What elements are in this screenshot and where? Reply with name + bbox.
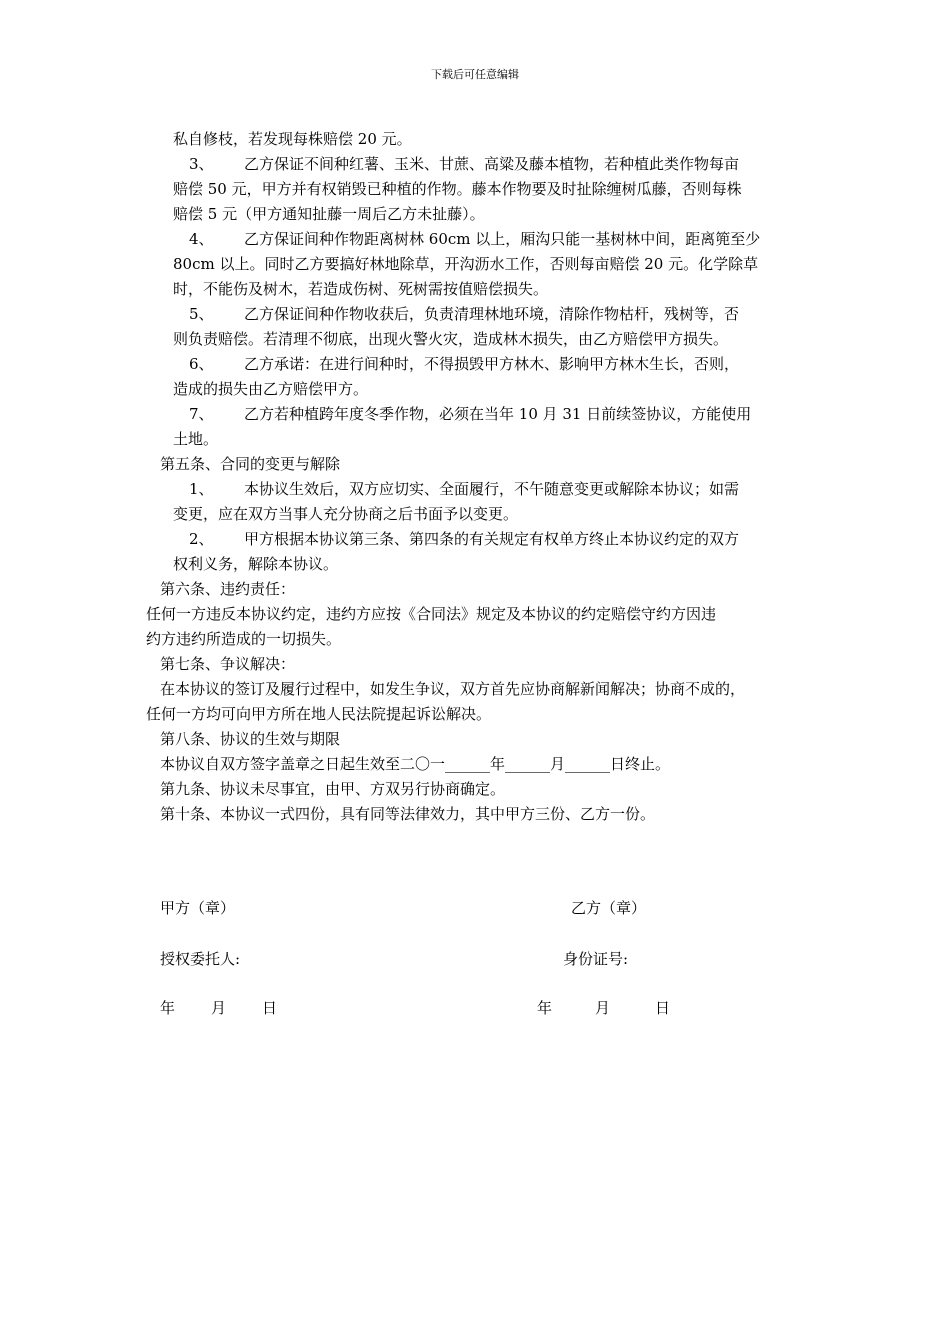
text-line: 土地。 bbox=[173, 430, 219, 448]
section-heading: 第五条、合同的变更与解除 bbox=[160, 455, 341, 473]
text-line: 乙方保证间种作物距离树林 60cm 以上，厢沟只能一基树林中间，距离篼至少 bbox=[244, 230, 761, 248]
party-b-year: 年 bbox=[537, 999, 553, 1017]
party-a-year: 年 bbox=[160, 999, 176, 1017]
text-line: 约方违约所造成的一切损失。 bbox=[146, 630, 342, 648]
text-line: 时，不能伤及树木，若造成伤树、死树需按值赔偿损失。 bbox=[173, 280, 549, 298]
text-line: 80cm 以上。同时乙方要搞好林地除草，开沟沥水工作，否则每亩赔偿 20 元。化学除草 bbox=[173, 255, 759, 273]
text-line: 本协议自双方签字盖章之日起生效至二〇一______年______月______日终止。 bbox=[160, 755, 671, 773]
page-header: 下载后可任意编辑 bbox=[431, 68, 519, 81]
party-a-month: 月 bbox=[211, 999, 227, 1017]
text-line: 则负责赔偿。若清理不彻底，出现火警火灾，造成林木损失，由乙方赔偿甲方损失。 bbox=[173, 330, 729, 348]
item-number: 7、 bbox=[189, 405, 214, 423]
text-line: 权利义务，解除本协议。 bbox=[173, 555, 339, 573]
text-line: 甲方根据本协议第三条、第四条的有关规定有权单方终止本协议约定的双方 bbox=[244, 530, 740, 548]
section-heading: 第七条、争议解决： bbox=[160, 655, 296, 673]
party-b-seal-label: 乙方（章） bbox=[571, 899, 647, 917]
text-line: 乙方保证不间种红薯、玉米、甘蔗、高粱及藤本植物，若种植此类作物每亩 bbox=[244, 155, 740, 173]
text-line: 赔偿 50 元，甲方并有权销毁已种植的作物。藤本作物要及时扯除缠树瓜藤，否则每株 bbox=[173, 180, 742, 198]
party-b-month: 月 bbox=[595, 999, 611, 1017]
text-line: 乙方保证间种作物收获后，负责清理林地环境，清除作物枯杆，残树等，否 bbox=[244, 305, 740, 323]
text-line: 在本协议的签订及履行过程中，如发生争议，双方首先应协商解新闻解决；协商不成的， bbox=[160, 680, 746, 698]
text-line: 乙方承诺：在进行间种时，不得损毁甲方林木、影响甲方林木生长，否则， bbox=[244, 355, 740, 373]
item-number: 3、 bbox=[189, 155, 214, 173]
party-a-day: 日 bbox=[262, 999, 278, 1017]
party-b-day: 日 bbox=[655, 999, 671, 1017]
authorized-agent-label: 授权委托人: bbox=[160, 950, 241, 968]
text-line: 乙方若种植跨年度冬季作物，必须在当年 10 月 31 日前续签协议，方能使用 bbox=[244, 405, 752, 423]
section-heading: 第九条、协议未尽事宜，由甲、方双另行协商确定。 bbox=[160, 780, 506, 798]
id-number-label: 身份证号: bbox=[563, 950, 629, 968]
item-number: 6、 bbox=[189, 355, 214, 373]
text-line: 赔偿 5 元（甲方通知扯藤一周后乙方未扯藤）。 bbox=[173, 205, 485, 223]
item-number: 2、 bbox=[189, 530, 214, 548]
text-line: 造成的损失由乙方赔偿甲方。 bbox=[173, 380, 369, 398]
item-number: 4、 bbox=[189, 230, 214, 248]
item-number: 5、 bbox=[189, 305, 214, 323]
section-heading: 第八条、协议的生效与期限 bbox=[160, 730, 341, 748]
section-heading: 第六条、违约责任： bbox=[160, 580, 296, 598]
party-a-seal-label: 甲方（章） bbox=[160, 899, 236, 917]
section-heading: 第十条、本协议一式四份，具有同等法律效力，其中甲方三份、乙方一份。 bbox=[160, 805, 656, 823]
text-line: 私自修枝，若发现每株赔偿 20 元。 bbox=[173, 130, 412, 148]
text-line: 本协议生效后，双方应切实、全面履行，不午随意变更或解除本协议；如需 bbox=[244, 480, 740, 498]
text-line: 任何一方均可向甲方所在地人民法院提起诉讼解决。 bbox=[146, 705, 492, 723]
text-line: 任何一方违反本协议约定，违约方应按《合同法》规定及本协议的约定赔偿守约方因违 bbox=[146, 605, 717, 623]
item-number: 1、 bbox=[189, 480, 214, 498]
text-line: 变更，应在双方当事人充分协商之后书面予以变更。 bbox=[173, 505, 519, 523]
